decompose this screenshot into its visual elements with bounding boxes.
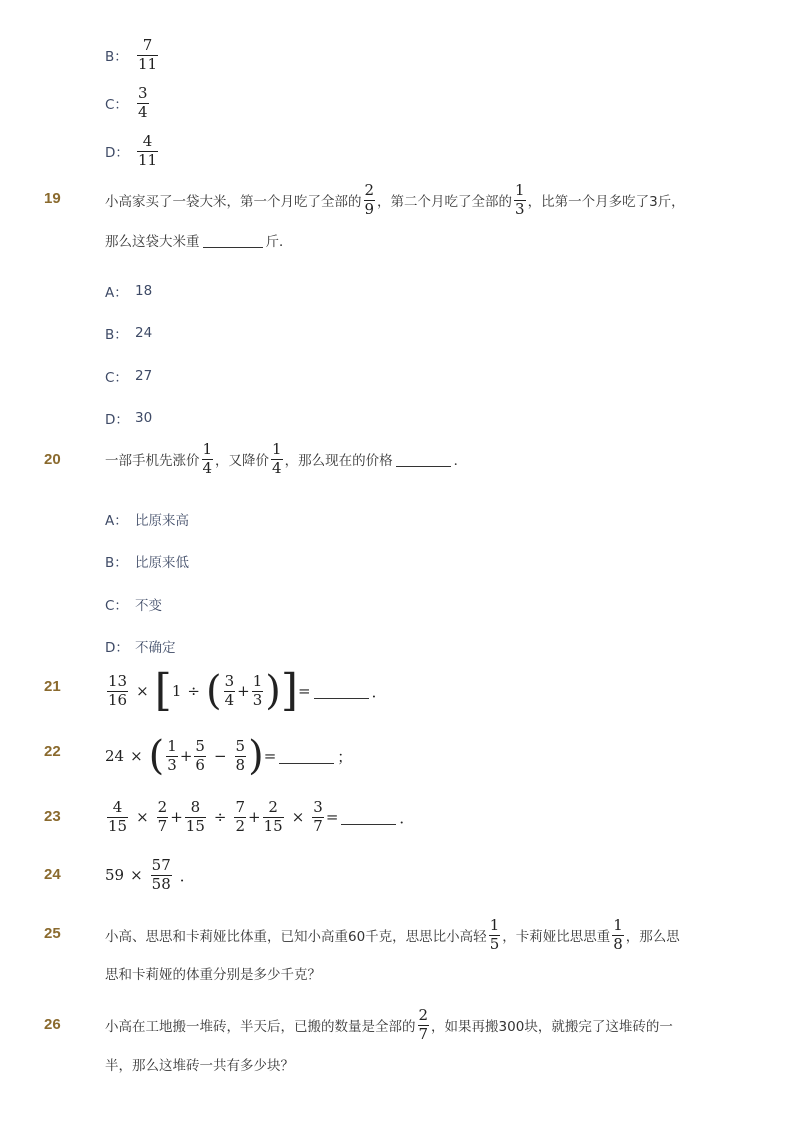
q19-option-d[interactable] — [105, 408, 152, 428]
option-label: C： — [105, 370, 128, 386]
fraction: $\frac{2}{7}$ — [418, 1006, 429, 1043]
right-bracket: ] — [280, 665, 299, 716]
question-number: 24 — [44, 866, 61, 883]
left-bracket: [ — [154, 665, 172, 716]
q22-expression: 24 × ( $\frac{1}{3}$ + $\frac{5}{6}$ − $\frac{5}{8}$ ) = ； — [105, 733, 353, 779]
q19-stem-line2: 那么这袋大米重 斤． — [105, 234, 293, 250]
fraction: $\frac{57}{58}$ — [151, 856, 171, 893]
option-label: B： — [105, 327, 128, 343]
option-label: B： — [105, 49, 128, 66]
option-text: 24 — [135, 325, 153, 341]
answer-blank — [396, 452, 451, 467]
answer-blank — [341, 810, 396, 825]
fraction: $\frac{1}{3}$ — [167, 736, 177, 774]
fraction: $\frac{4}{11}$ — [138, 132, 158, 169]
right-paren: ) — [248, 733, 264, 779]
fraction: $\frac{3}{4}$ — [224, 671, 235, 709]
q19-option-a[interactable] — [105, 281, 152, 301]
fraction: $\frac{1}{8}$ — [613, 916, 623, 953]
option-label: D： — [105, 412, 129, 428]
fraction: $\frac{1}{5}$ — [489, 916, 500, 953]
fraction: $\frac{5}{8}$ — [235, 736, 246, 774]
q20-option-a[interactable] — [105, 509, 189, 529]
option-label: A： — [105, 513, 128, 529]
question-number: 21 — [44, 678, 61, 695]
option-label: A： — [105, 285, 128, 301]
fraction: $\frac{13}{16}$ — [108, 671, 128, 709]
left-paren: ( — [148, 733, 165, 779]
fraction: $\frac{4}{15}$ — [108, 798, 128, 835]
q25-stem-line1: 小高、思思和卡莉娅比体重，已知小高重60千克，思思比小高轻 $\frac{1}{5}$ ，卡莉娅比思思重 $\frac{1}{8}$ ，那么思 — [105, 916, 680, 953]
question-number: 23 — [44, 808, 61, 825]
q19-option-b[interactable] — [105, 323, 152, 343]
question-number: 19 — [44, 190, 61, 207]
left-paren: ( — [205, 668, 222, 714]
fraction: $\frac{3}{7}$ — [313, 798, 323, 835]
option-label: D： — [105, 640, 129, 656]
fraction: $\frac{3}{4}$ — [138, 84, 148, 121]
q19-stem-line1: 小高家买了一袋大米，第一个月吃了全部的 $\frac{2}{9}$ ，第二个月吃了全部的 $\frac{1}{3}$ ，比第一个月多吃了3斤， — [105, 181, 685, 218]
q20-option-d[interactable] — [105, 636, 176, 656]
option-text: 比原来高 — [135, 513, 189, 529]
option-text: 不确定 — [135, 640, 176, 656]
question-number: 22 — [44, 743, 61, 760]
option-text: 不变 — [135, 598, 162, 614]
option-label: C： — [105, 97, 128, 114]
fraction: $\frac{2}{7}$ — [157, 798, 168, 835]
option-label: D： — [105, 145, 129, 162]
q18-option-d[interactable] — [105, 134, 160, 169]
q26-stem-line2: 半，那么这堆砖一共有多少块？ — [105, 1058, 294, 1074]
fraction: $\frac{2}{9}$ — [364, 181, 375, 218]
option-text: 27 — [135, 368, 153, 384]
question-number: 26 — [44, 1016, 61, 1033]
q20-option-b[interactable] — [105, 551, 189, 571]
q18-option-c[interactable] — [105, 86, 151, 121]
option-label: C： — [105, 598, 128, 614]
question-number: 20 — [44, 451, 61, 468]
option-text: 比原来低 — [135, 555, 189, 571]
answer-blank — [314, 684, 369, 699]
fraction: $\frac{1}{4}$ — [272, 440, 282, 477]
q25-stem-line2: 思和卡莉娅的体重分别是多少千克？ — [105, 967, 321, 983]
fraction: $\frac{7}{2}$ — [235, 798, 246, 835]
fraction: $\frac{1}{3}$ — [252, 671, 263, 709]
q23-expression: $\frac{4}{15}$ × $\frac{2}{7}$ + $\frac{8}{15}$ ÷ $\frac{7}{2}$ + $\frac{2}{15}$ × $\frac{3}{7}$ = ． — [108, 798, 415, 835]
answer-blank — [203, 233, 263, 248]
fraction: $\frac{1}{4}$ — [202, 440, 213, 477]
fraction: $\frac{1}{3}$ — [515, 181, 525, 218]
q26-stem-line1: 小高在工地搬一堆砖，半天后，已搬的数量是全部的 $\frac{2}{7}$ ，如果再搬300块，就搬完了这堆砖的一 — [105, 1006, 673, 1043]
q18-option-b[interactable] — [105, 38, 160, 73]
q21-expression: $\frac{13}{16}$ × [ 1 ÷ ( $\frac{3}{4}$ + $\frac{1}{3}$ ) ] = ． — [108, 665, 387, 716]
option-label: B： — [105, 555, 128, 571]
option-text: 30 — [135, 410, 153, 426]
fraction: $\frac{5}{6}$ — [195, 736, 205, 774]
question-number: 25 — [44, 925, 61, 942]
option-text: 18 — [135, 283, 153, 299]
q20-option-c[interactable] — [105, 594, 162, 614]
fraction: $\frac{7}{11}$ — [138, 36, 158, 73]
answer-blank — [279, 749, 334, 764]
q19-option-c[interactable] — [105, 366, 152, 386]
fraction: $\frac{2}{15}$ — [263, 798, 283, 835]
q24-expression: 59 × $\frac{57}{58}$ ． — [105, 856, 195, 893]
right-paren: ) — [265, 668, 281, 714]
fraction: $\frac{8}{15}$ — [185, 798, 205, 835]
q20-stem: 一部手机先涨价 $\frac{1}{4}$ ，又降价 $\frac{1}{4}$ ，那么现在的价格 ． — [105, 440, 468, 477]
